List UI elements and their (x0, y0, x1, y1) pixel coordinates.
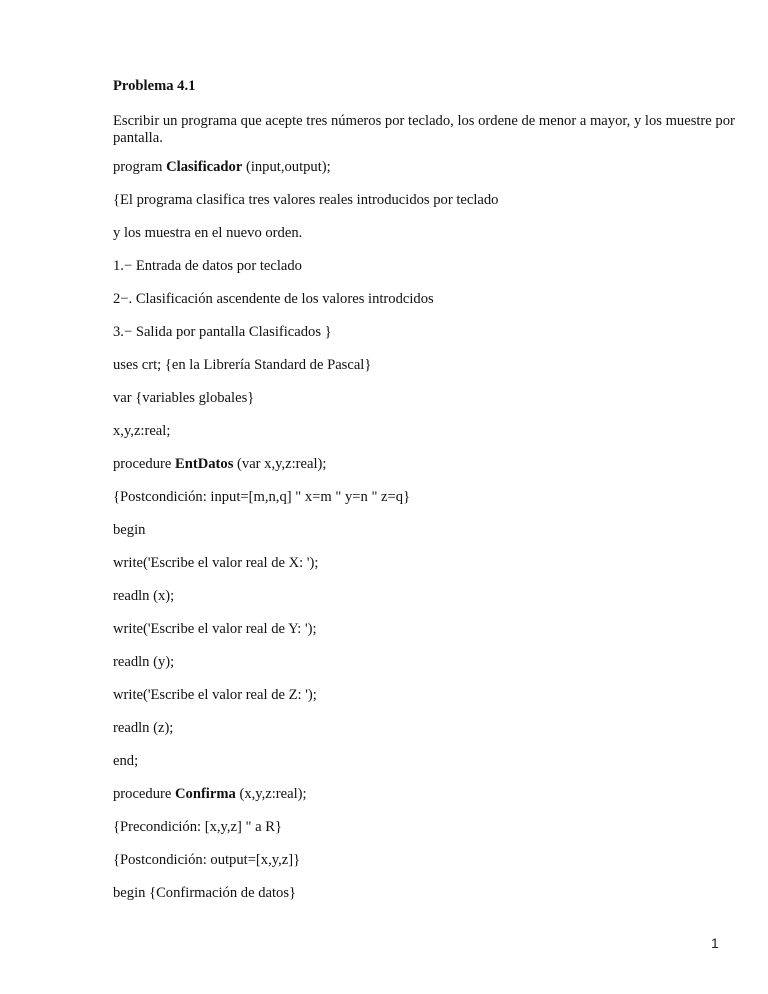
code-line (113, 522, 713, 539)
code-text: write('Escribe el valor real de Z: '); (113, 687, 317, 703)
identifier: Confirma (175, 786, 236, 802)
code-text: program (113, 159, 167, 175)
identifier: Clasificador (166, 159, 243, 175)
document-page (113, 78, 735, 918)
code-line (113, 489, 713, 506)
code-text: {Postcondición: output=[x,y,z]} (113, 852, 301, 868)
code-text: 2−. Clasificación ascendente de los valores introdcidos (113, 291, 434, 307)
code-text: (x,y,z:real); (235, 786, 307, 802)
code-text: readln (z); (113, 720, 174, 736)
code-line (113, 687, 713, 704)
code-text: begin (113, 522, 146, 538)
statement-line-2: pantalla. (113, 130, 163, 146)
code-text: var {variables globales} (113, 390, 255, 406)
code-line (113, 258, 713, 275)
code-line (113, 852, 713, 869)
code-text: {Postcondición: input=[m,n,q] " x=m " y=n " z=q} (113, 489, 411, 505)
code-line (113, 390, 713, 407)
code-line (113, 753, 713, 770)
code-listing (113, 159, 713, 902)
code-line (113, 291, 713, 308)
code-line (113, 654, 713, 671)
code-text: uses crt; {en la Librería Standard de Pascal} (113, 357, 372, 373)
code-text: procedure (113, 456, 175, 472)
code-line (113, 885, 713, 902)
code-line (113, 423, 713, 440)
code-text: {Precondición: [x,y,z] " a R} (113, 819, 282, 835)
code-text: write('Escribe el valor real de Y: '); (113, 621, 317, 637)
code-text: {El programa clasifica tres valores reales introducidos por teclado (113, 192, 499, 208)
code-text: readln (x); (113, 588, 175, 604)
code-line (113, 324, 713, 341)
code-line (113, 225, 713, 242)
statement-line-1: Escribir un programa que acepte tres números por teclado, los ordene de menor a mayor, y los muestre por (113, 113, 735, 129)
code-text: 1.− Entrada de datos por teclado (113, 258, 302, 274)
code-text: (var x,y,z:real); (233, 456, 327, 472)
code-text: readln (y); (113, 654, 175, 670)
code-line (113, 621, 713, 638)
identifier: EntDatos (175, 456, 234, 472)
code-line (113, 555, 713, 572)
code-text: (input,output); (242, 159, 331, 175)
code-text: write('Escribe el valor real de X: '); (113, 555, 319, 571)
code-text: x,y,z:real; (113, 423, 171, 439)
code-line (113, 819, 713, 836)
code-text: y los muestra en el nuevo orden. (113, 225, 303, 241)
code-line (113, 786, 713, 803)
code-line (113, 456, 713, 473)
page-number: 1 (711, 935, 719, 951)
code-text: procedure (113, 786, 175, 802)
code-text: begin {Confirmación de datos} (113, 885, 297, 901)
problem-title: Problema 4.1 (113, 78, 196, 94)
problem-statement (113, 113, 735, 147)
code-line (113, 357, 713, 374)
code-text: end; (113, 753, 139, 769)
code-line (113, 588, 713, 605)
code-line (113, 192, 713, 209)
code-text: 3.− Salida por pantalla Clasificados } (113, 324, 332, 340)
code-line (113, 159, 713, 176)
code-line (113, 720, 713, 737)
